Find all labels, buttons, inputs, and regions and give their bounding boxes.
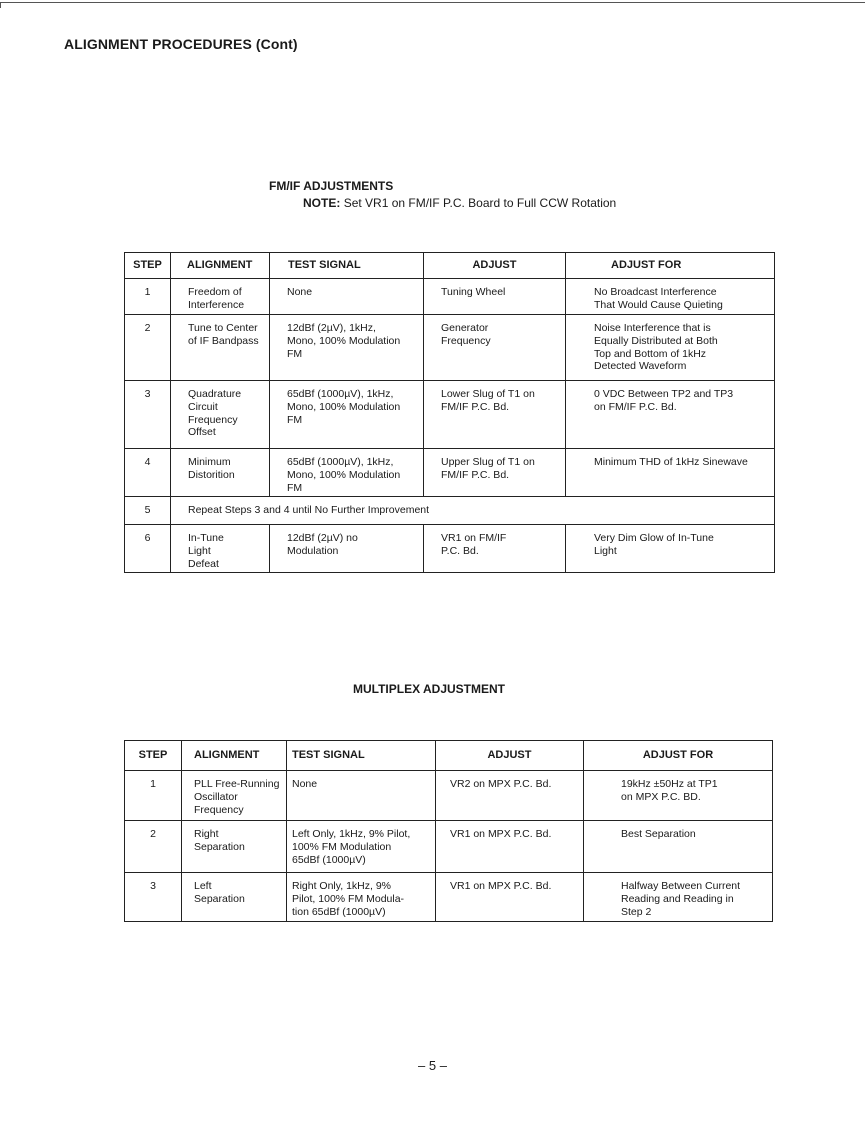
table-row [125,771,773,821]
adjust-cell: VR1 on MPX P.C. Bd. [436,873,584,922]
adjust-cell: VR1 on MPX P.C. Bd. [436,821,584,873]
header-adjust: ADJUST [424,253,566,279]
alignment-cell: PLL Free-Running Oscillator Frequency [182,771,287,821]
span-note-cell: Repeat Steps 3 and 4 until No Further Improvement [171,497,775,525]
header-adjust: ADJUST [436,741,584,771]
page-number: – 5 – [418,1058,447,1073]
table-header-row [125,741,773,771]
alignment-cell: Tune to Center of IF Bandpass [171,315,270,381]
test-signal-cell: 65dBf (1000µV), 1kHz, Mono, 100% Modulation FM [270,381,424,449]
step-cell: 3 [125,381,171,449]
adjust-for-cell: Very Dim Glow of In-Tune Light [566,525,775,573]
alignment-cell: Right Separation [182,821,287,873]
test-signal-cell: None [270,279,424,315]
table-row [125,821,773,873]
step-cell: 2 [125,315,171,381]
alignment-cell: Minimum Distorition [171,449,270,497]
table-row [125,315,775,381]
note-text: Set VR1 on FM/IF P.C. Board to Full CCW Rotation [343,196,617,210]
mpx-title: MULTIPLEX ADJUSTMENT [353,682,505,696]
adjust-cell: Tuning Wheel [424,279,566,315]
test-signal-cell: 12dBf (2µV), 1kHz, Mono, 100% Modulation FM [270,315,424,381]
table-row [125,497,775,525]
test-signal-cell: 65dBf (1000µV), 1kHz, Mono, 100% Modulation FM [270,449,424,497]
top-rule [0,2,865,3]
table-row [125,873,773,922]
table-row [125,381,775,449]
adjust-for-cell: Minimum THD of 1kHz Sinewave [566,449,775,497]
alignment-cell: Freedom of Interference [171,279,270,315]
alignment-cell: Left Separation [182,873,287,922]
header-adjust-for: ADJUST FOR [584,741,773,771]
table-header-row [125,253,775,279]
adjust-for-cell: Best Separation [584,821,773,873]
header-test-signal: TEST SIGNAL [287,741,436,771]
step-cell: 3 [125,873,182,922]
page-title: ALIGNMENT PROCEDURES (Cont) [64,36,298,52]
step-cell: 6 [125,525,171,573]
adjust-for-cell: 19kHz ±50Hz at TP1 on MPX P.C. BD. [584,771,773,821]
adjust-for-cell: Noise Interference that is Equally Distributed at Both Top and Bottom of 1kHz Detected Waveform [566,315,775,381]
adjust-cell: VR1 on FM/IF P.C. Bd. [424,525,566,573]
mpx-table [124,740,773,922]
table-row [125,279,775,315]
adjust-for-cell: No Broadcast Interference That Would Cause Quieting [566,279,775,315]
adjust-for-cell: Halfway Between Current Reading and Reading in Step 2 [584,873,773,922]
test-signal-cell: Right Only, 1kHz, 9% Pilot, 100% FM Modula- tion 65dBf (1000µV) [287,873,436,922]
adjust-cell: VR2 on MPX P.C. Bd. [436,771,584,821]
step-cell: 1 [125,279,171,315]
step-cell: 1 [125,771,182,821]
step-cell: 2 [125,821,182,873]
test-signal-cell: None [287,771,436,821]
table-row [125,525,775,573]
header-adjust-for: ADJUST FOR [566,253,775,279]
step-cell: 5 [125,497,171,525]
top-rule-tick [0,2,1,8]
header-step: STEP [125,741,182,771]
table-row [125,449,775,497]
adjust-cell: Upper Slug of T1 on FM/IF P.C. Bd. [424,449,566,497]
adjust-cell: Generator Frequency [424,315,566,381]
test-signal-cell: 12dBf (2µV) no Modulation [270,525,424,573]
note-label: NOTE: [303,196,341,210]
fm-if-table [124,252,775,573]
alignment-cell: Quadrature Circuit Frequency Offset [171,381,270,449]
test-signal-cell: Left Only, 1kHz, 9% Pilot, 100% FM Modulation 65dBf (1000µV) [287,821,436,873]
header-alignment: ALIGNMENT [171,253,270,279]
fm-if-title: FM/IF ADJUSTMENTS [269,179,394,193]
adjust-for-cell: 0 VDC Between TP2 and TP3 on FM/IF P.C. Bd. [566,381,775,449]
step-cell: 4 [125,449,171,497]
adjust-cell: Lower Slug of T1 on FM/IF P.C. Bd. [424,381,566,449]
header-test-signal: TEST SIGNAL [270,253,424,279]
alignment-cell: In-Tune Light Defeat [171,525,270,573]
fm-if-note [303,196,616,210]
header-alignment: ALIGNMENT [182,741,287,771]
header-step: STEP [125,253,171,279]
